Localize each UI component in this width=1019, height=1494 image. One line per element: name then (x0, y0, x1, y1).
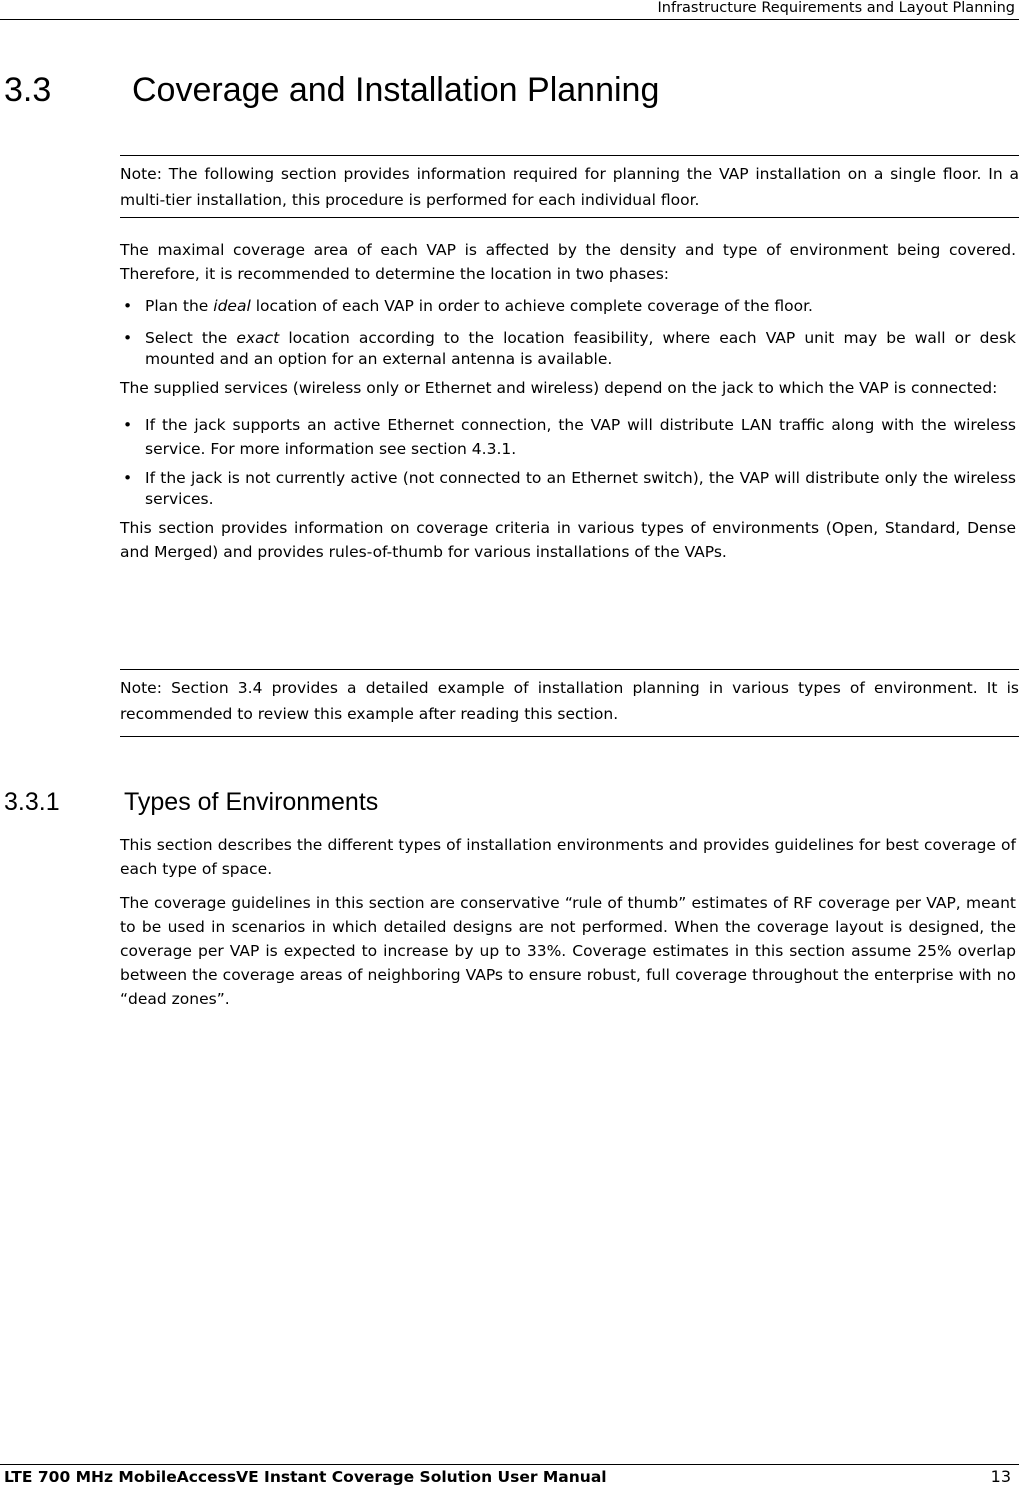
section-title: Coverage and Installation Planning (132, 71, 660, 109)
paragraph-supplied-services: The supplied services (wireless only or Ethernet and wireless) depend on the jack to which the VAP is connected: (120, 379, 998, 397)
section-heading (4, 71, 659, 110)
subsection-heading (4, 788, 378, 817)
subsection-number: 3.3.1 (4, 788, 60, 816)
note-text-2: Note: Section 3.4 provides a detailed example of installation planning in various types of environment. It is recommended to review this example after reading this section. (120, 679, 1019, 723)
note-box-1 (120, 155, 1019, 218)
emphasis-ideal: ideal (213, 297, 251, 315)
list-item: • Select the exact location according to the location feasibility, where each VAP unit may be wall or desk mounted and an option for an external antenna is available. (123, 329, 1016, 368)
section-number: 3.3 (4, 71, 52, 109)
bullet-icon: • (123, 297, 133, 315)
paragraph-coverage-criteria: This section provides information on coverage criteria in various types of environments (Open, Standard, Dense and Merged) and provides rules-of-thumb for various installations of the VAPs. (120, 519, 1016, 561)
list-item: • Plan the ideal location of each VAP in order to achieve complete coverage of the floor. (120, 294, 1016, 318)
note-box-2 (120, 669, 1019, 737)
running-header: Infrastructure Requirements and Layout Planning (657, 0, 1015, 16)
list-item: • If the jack supports an active Ethernet connection, the VAP will distribute LAN traffic along with the wireless service. For more information see section 4.3.1. (120, 413, 1016, 461)
subsection-title: Types of Environments (124, 788, 379, 816)
bullet-icon: • (123, 416, 133, 434)
bullet-icon: • (123, 329, 133, 347)
page-number: 13 (990, 1467, 1011, 1486)
paragraph-coverage-guidelines: The coverage guidelines in this section are conservative “rule of thumb” estimates of RF coverage per VAP, meant to be used in scenarios in which detailed designs are not performed. When the coverage layout is designed, the coverage per VAP is expected to increase by up to 33%. Coverage estimates in this section assume 25% overlap between the coverage areas of neighboring VAPs to ensure robust, full coverage throughout the enterprise with no “dead zones”. (120, 894, 1016, 1008)
bullet-icon: • (123, 469, 133, 487)
body-block-2 (120, 833, 1016, 1011)
list-item: • If the jack is not currently active (not connected to an Ethernet switch), the VAP will distribute only the wireless services. (123, 469, 1016, 508)
paragraph-coverage-area: The maximal coverage area of each VAP is affected by the density and type of environment being covered. Therefore, it is recommended to determine the location in two phases: (120, 241, 1016, 283)
note-text-1: Note: The following section provides information required for planning the VAP installation on a single floor. In a multi-tier installation, this procedure is performed for each individual floor. (120, 165, 1019, 209)
footer-manual-title: LTE 700 MHz MobileAccessVE Instant Coverage Solution User Manual (4, 1468, 607, 1486)
footer-rule (0, 1464, 1019, 1465)
emphasis-exact: exact (236, 329, 280, 347)
paragraph-environments-intro: This section describes the different types of installation environments and provides guidelines for best coverage of each type of space. (120, 836, 1016, 878)
body-block-1 (120, 238, 1016, 564)
header-rule (0, 19, 1019, 20)
